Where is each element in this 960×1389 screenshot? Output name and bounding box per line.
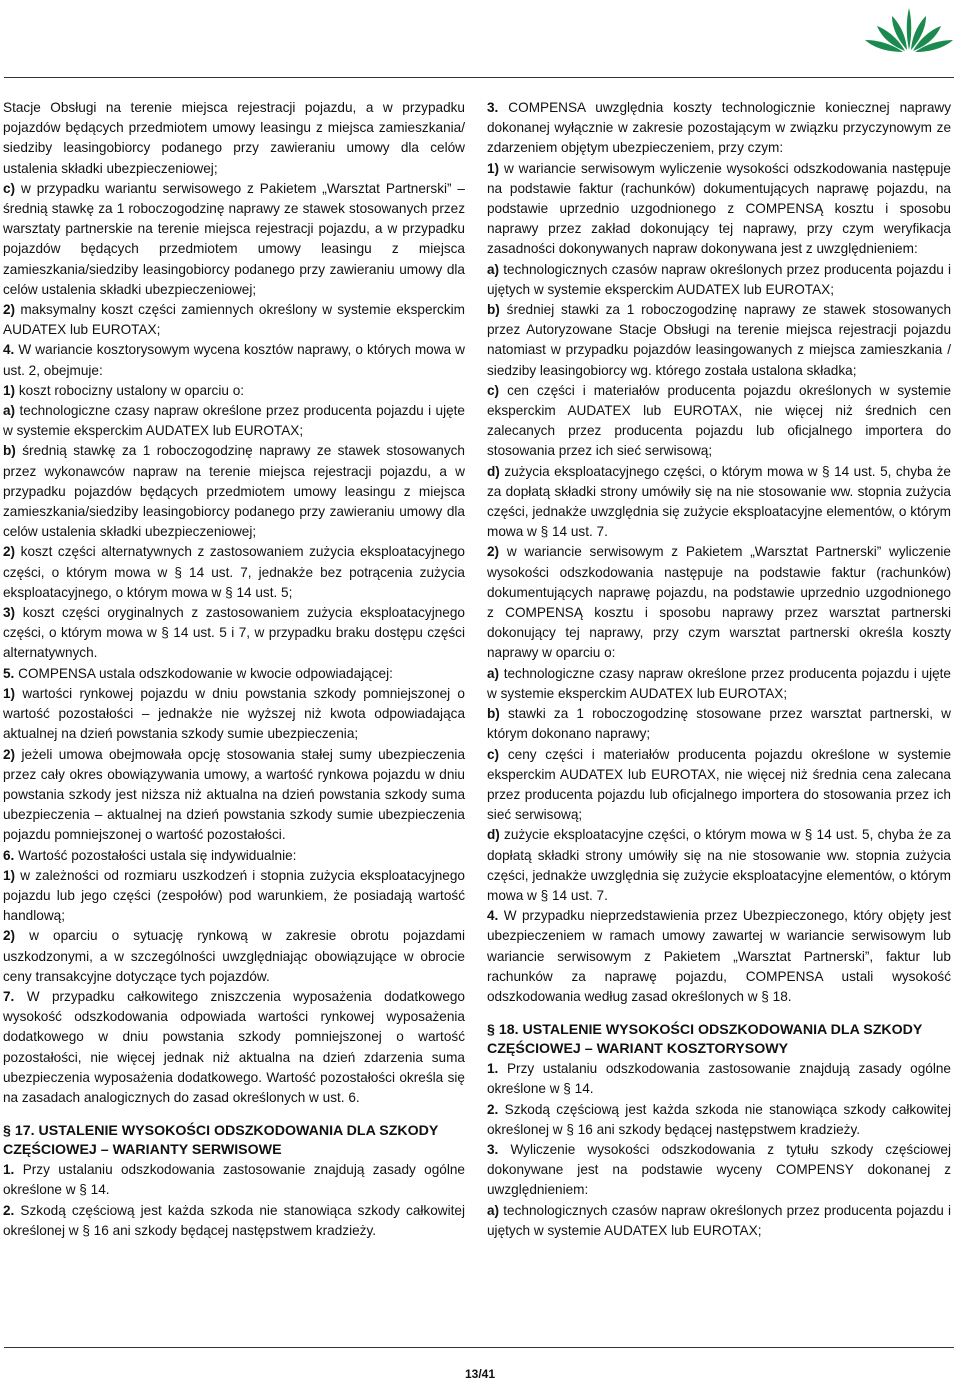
list-marker: 1.	[487, 1061, 499, 1077]
paragraph: b) średniej stawki za 1 roboczogodzinę naprawy ze stawek stosowanych przez Autoryzowane Stacje Obsługi na terenie miejsca rejestracji pojazdu natomiast w przypadku pojazdów leasingowanych z miejsca zamieszkania / siedziby leasingobiorcy wg. którego została ustalona składka;	[487, 302, 951, 378]
paragraph: 2) w wariancie serwisowym z Pakietem „Warsztat Partnerski” wyliczenie wysokości odszkodowania następuje na podstawie faktur (rachunków) dokumentujących naprawę pojazdu, na podstawie uprzednio uzgodnionego z COMPENSĄ kosztu i sposobu naprawy przez warsztat partnerski dokonujący tej naprawy, przy czym warsztat partnerski określa koszty naprawy w oparciu o:	[487, 544, 951, 661]
list-marker: 2)	[3, 302, 16, 318]
list-marker: 4.	[487, 908, 499, 924]
list-marker: b)	[3, 443, 16, 459]
list-marker: 2)	[487, 544, 500, 560]
list-marker: 2)	[3, 746, 16, 762]
paragraph: 2) maksymalny koszt części zamiennych określony w systemie eksperckim AUDATEX lub EUROTAX;	[3, 302, 465, 338]
list-marker: b)	[487, 706, 500, 722]
section-heading-17: § 17. USTALENIE WYSOKOŚCI ODSZKODOWANIA DLA SZKODY CZĘŚCIOWEJ – WARIANTY SERWISOWE	[3, 1123, 439, 1159]
list-marker: 2.	[487, 1101, 499, 1117]
list-marker: d)	[487, 463, 500, 479]
paragraph: 4. W wariancie kosztorysowym wycena kosztów naprawy, o których mowa w ust. 2, obejmuje:	[3, 342, 465, 378]
list-marker: 3.	[487, 1141, 499, 1157]
left-column	[3, 98, 465, 1241]
paragraph: 2) koszt części alternatywnych z zastosowaniem zużycia eksploatacyjnego części, o którym mowa w § 14 ust. 7, jednakże bez potrącenia zużycia eksploatacyjnego, o którym mowa w § 14 ust. 5;	[3, 544, 465, 600]
list-marker: c)	[487, 382, 500, 398]
list-marker: d)	[487, 827, 500, 843]
list-marker: c)	[3, 180, 16, 196]
list-marker: a)	[487, 1202, 500, 1218]
paragraph: 5. COMPENSA ustala odszkodowanie w kwocie odpowiadającej:	[3, 665, 393, 681]
paragraph: 2. Szkodą częściową jest każda szkoda nie stanowiąca szkody całkowitej określonej w § 16 ani szkody będącej następstwem kradzieży.	[487, 1101, 951, 1137]
list-marker: 3.	[487, 100, 499, 115]
paragraph: c) ceny części i materiałów producenta pojazdu określone w systemie eksperckim AUDATEX lub EUROTAX, nie więcej niż średnia cena zalecana przez producenta pojazdu lub oficjalnego importera do stosowania przez ich sieć serwisową;	[487, 746, 951, 823]
paragraph: c) w przypadku wariantu serwisowego z Pakietem „Warsztat Partnerski” – średnią stawkę za 1 roboczogodzinę naprawy ze stawek stosowanych przez warsztaty partnerskie na terenie miejsca rejestracji pojazdu, a w przypadku pojazdów będących przedmiotem umowy leasingu z miejsca zamieszkania/siedziby leasingobiorcy podanego przy zawieraniu umowy dla celów ustalenia składki ubezpieczeniowej;	[3, 180, 465, 297]
list-marker: 1.	[3, 1162, 15, 1178]
paragraph: b) stawki za 1 roboczogodzinę stosowane przez warsztat partnerski, w którym dokonano naprawy;	[487, 706, 951, 742]
list-marker: a)	[487, 261, 500, 277]
paragraph: c) cen części i materiałów producenta pojazdu określonych w systemie eksperckim AUDATEX lub EUROTAX, nie więcej niż średnich cen zalecanych przez producenta pojazdu lub oficjalnego importera do stosowania przez ich sieć serwisową;	[487, 382, 951, 459]
list-marker: 4.	[3, 342, 15, 358]
paragraph: a) technologicznych czasów napraw określonych przez producenta pojazdu i ujętych w systemie AUDATEX lub EUROTAX;	[487, 1202, 951, 1238]
paragraph: 3. COMPENSA uwzględnia koszty technologicznie koniecznej naprawy dokonanej wyłącznie w zakresie pozostającym w związku przyczynowym ze zdarzeniem objętym ubezpieczeniem, przy czym:	[487, 100, 951, 156]
paragraph: 4. W przypadku nieprzedstawienia przez Ubezpieczonego, który objęty jest ubezpieczeniem w ramach umowy zawartej w wariancie serwisowym lub wariancie serwisowym z Pakietem „Warsztat Partnerski”, faktur lub rachunków za naprawę pojazdu, COMPENSA ustali wysokość odszkodowania według zasad określonych w § 18.	[487, 908, 951, 1004]
list-marker: 2.	[3, 1202, 15, 1218]
paragraph: 1. Przy ustalaniu odszkodowania zastosowanie znajdują zasady ogólne określone w § 14.	[487, 1061, 951, 1097]
paragraph: 2) jeżeli umowa obejmowała opcję stosowania stałej sumy ubezpieczenia przez cały okres obowiązywania umowy, a wartość rynkowa pojazdu w dniu powstania szkody jest niższa niż aktualna na dzień powstania szkody suma ubezpieczenia – aktualnej na dzień powstania szkody sumie ubezpieczenia pojazdu pomniejszonej o wartość pozostałości.	[3, 746, 465, 843]
list-marker: 5.	[3, 665, 15, 681]
paragraph: b) średnią stawkę za 1 roboczogodzinę naprawy ze stawek stosowanych przez wykonawców napraw na terenie miejsca rejestracji pojazdu, a w przypadku pojazdów będących przedmiotem umowy leasingu z miejsca zamieszkania/siedziby leasingobiorcy podanego przy zawieraniu umowy dla celów ustalenia składki ubezpieczeniowej;	[3, 443, 465, 540]
paragraph: 1) w wariancie serwisowym wyliczenie wysokości odszkodowania następuje na podstawie faktur (rachunków) dokumentujących naprawę pojazdu, na podstawie uprzednio uzgodnionego z COMPENSĄ kosztu i sposobu naprawy przez zakład dokonujący tej naprawy, przy czym weryfikacja zasadności dokonywanych napraw dokonywana jest z uwzględnieniem:	[487, 160, 951, 257]
paragraph: 1) koszt robocizny ustalony w oparciu o:	[3, 382, 245, 398]
paragraph: a) technologiczne czasy napraw określone przez producenta pojazdu i ujęte w systemie eksperckim AUDATEX lub EUROTAX;	[3, 403, 465, 439]
right-column	[487, 98, 951, 1241]
header-rule	[4, 77, 954, 78]
paragraph: 2. Szkodą częściową jest każda szkoda nie stanowiąca szkody całkowitej określonej w § 16 ani szkody będącej następstwem kradzieży.	[3, 1202, 465, 1238]
list-marker: 2)	[3, 928, 16, 944]
list-marker: 3)	[3, 605, 16, 621]
paragraph: d) zużycia eksploatacyjnego części, o którym mowa w § 14 ust. 5, chyba że za dopłatą składki strony umówiły się na nie stosowanie ww. stopnia zużycia części, jednakże uwzględnia się zużycie eksploatacyjne elementów, o którym mowa w § 14 ust. 7.	[487, 463, 951, 540]
paragraph: a) technologiczne czasy napraw określone przez producenta pojazdu i ujęte w systemie eksperckim AUDATEX lub EUROTAX;	[487, 665, 951, 701]
paragraph: 2) w oparciu o sytuację rynkową w zakresie obrotu pojazdami uszkodzonymi, a w szczególności uwzględniając obowiązujące w obrocie ceny transakcyjne dotyczące tych pojazdów.	[3, 928, 465, 984]
paragraph: 6. Wartość pozostałości ustala się indywidualnie:	[3, 847, 297, 863]
list-marker: 7.	[3, 988, 15, 1004]
page-number: 13/41	[464, 1367, 496, 1381]
paragraph: 1. Przy ustalaniu odszkodowania zastosowanie znajdują zasady ogólne określone w § 14.	[3, 1162, 465, 1198]
section-heading-18: § 18. USTALENIE WYSOKOŚCI ODSZKODOWANIA DLA SZKODY CZĘŚCIOWEJ – WARIANT KOSZTORYSOWY	[487, 1022, 923, 1058]
list-marker: b)	[487, 302, 500, 318]
list-marker: 6.	[3, 847, 15, 863]
compensa-logo-icon	[862, 4, 956, 54]
list-marker: c)	[487, 746, 500, 762]
list-marker: 1)	[3, 685, 16, 701]
list-marker: 1)	[3, 867, 16, 883]
paragraph: a) technologicznych czasów napraw określonych przez producenta pojazdu i ujętych w systemie eksperckim AUDATEX lub EUROTAX;	[487, 261, 951, 297]
list-marker: a)	[487, 665, 500, 681]
paragraph: 1) wartości rynkowej pojazdu w dniu powstania szkody pomniejszonej o wartość pozostałości – jednakże nie wyższej niż kwota odpowiadająca aktualnej na dzień powstania szkody sumie ubezpieczenia;	[3, 685, 465, 742]
list-marker: 2)	[3, 544, 16, 560]
footer-rule	[4, 1347, 954, 1348]
paragraph: 1) w zależności od rozmiaru uszkodzeń i stopnia zużycia eksploatacyjnego pojazdu lub jego części (zespołów) pod warunkiem, że posiadają wartość handlową;	[3, 867, 465, 924]
paragraph: 7. W przypadku całkowitego zniszczenia wyposażenia dodatkowego wysokość odszkodowania odpowiada wartości rynkowej wyposażenia dodatkowego w dniu powstania szkody pomniejszonej o wartość pozostałości, nie więcej jednak niż aktualna na dzień zdarzenia suma ubezpieczenia wyposażenia dodatkowego. Wartość pozostałości określa się na zasadach analogicznych do zasad określonych w ust. 6.	[3, 988, 465, 1105]
paragraph: 3) koszt części oryginalnych z zastosowaniem zużycia eksploatacyjnego części, o którym mowa w § 14 ust. 5 i 7, w przypadku braku dostępu części alternatywnych.	[3, 605, 465, 661]
paragraph: Stacje Obsługi na terenie miejsca rejestracji pojazdu, a w przypadku pojazdów będących przedmiotem umowy leasingu z miejsca zamieszkania/ siedziby leasingobiorcy podanego przy zawieraniu umowy dla celów ustalenia składki ubezpieczeniowej;	[3, 100, 465, 176]
list-marker: a)	[3, 403, 16, 419]
list-marker: 1)	[3, 382, 16, 398]
paragraph: 3. Wyliczenie wysokości odszkodowania z tytułu szkody częściowej dokonywane jest na podstawie wyceny COMPENSY dokonanej z uwzględnieniem:	[487, 1141, 951, 1198]
list-marker: 1)	[487, 160, 500, 176]
paragraph: d) zużycie eksploatacyjne części, o którym mowa w § 14 ust. 5, chyba że za dopłatą składki strony umówiły się na nie stosowanie ww. stopnia zużycia części, jednakże uwzględnia się zużycie eksploatacyjne elementów, o którym mowa w § 14 ust. 7.	[487, 827, 951, 903]
